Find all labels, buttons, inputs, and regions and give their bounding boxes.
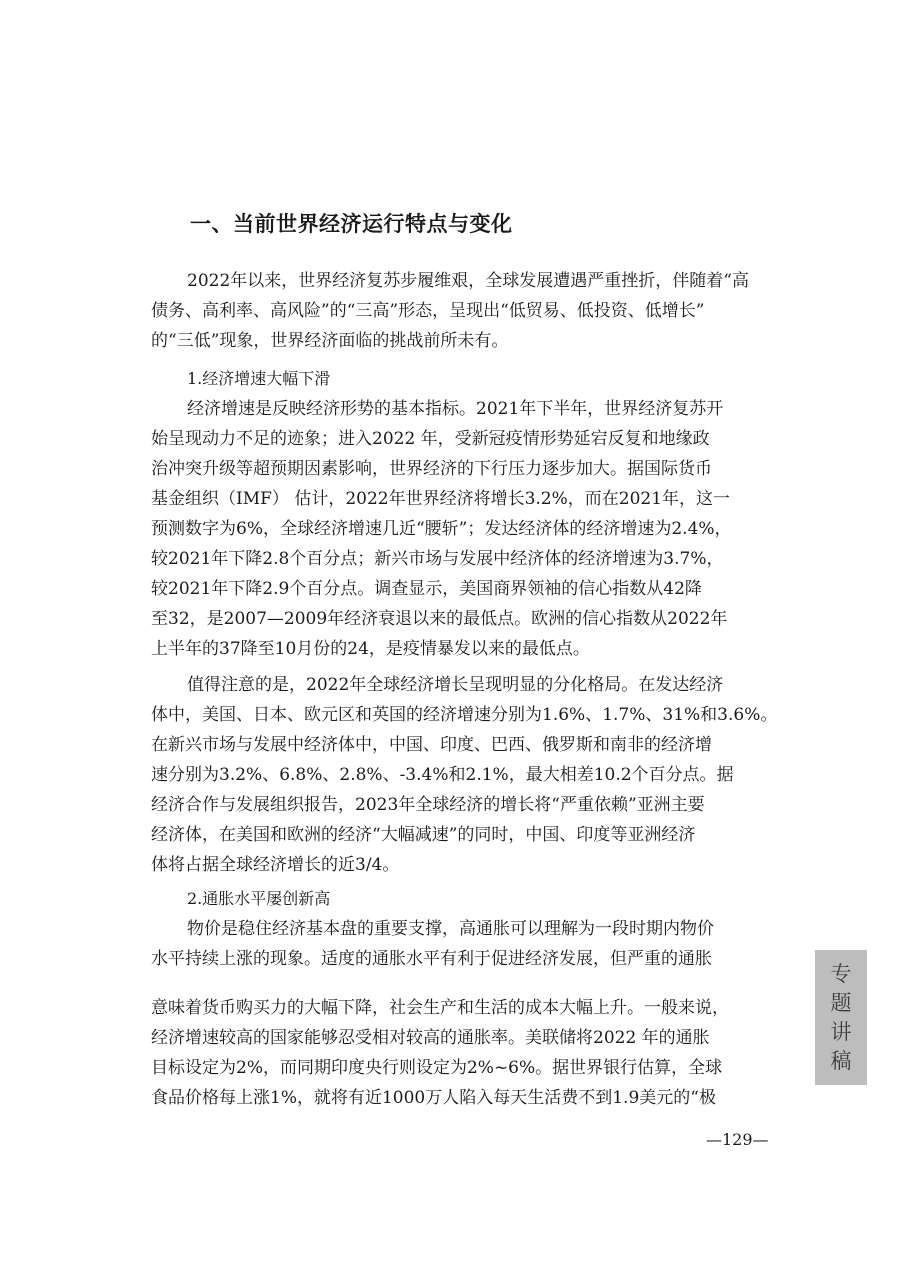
- intro-line: 的“三低”现象，世界经济面临的挑战前所未有。: [151, 331, 509, 351]
- paragraph-line: 基金组织（IMF） 估计，2022年世界经济将增长3.2%，而在2021年，这一: [151, 489, 731, 509]
- page-number: —129—: [706, 1130, 769, 1149]
- side-tab-char: 稿: [830, 1048, 852, 1073]
- paragraph-line: 经济体，在美国和欧洲的经济“大幅减速”的同时，中国、印度等亚洲经济: [151, 825, 696, 845]
- paragraph-line: 治冲突升级等超预期因素影响，世界经济的下行压力逐步加大。据国际货币: [151, 459, 712, 479]
- paragraph-line: 食品价格每上涨1%，就将有近1000万人陷入每天生活费不到1.9美元的“极: [151, 1088, 716, 1108]
- subsection-title: 2.通胀水平屡创新高: [187, 889, 331, 908]
- paragraph-line: 较2021年下降2.9个百分点。调查显示，美国商界领袖的信心指数从42降: [151, 579, 702, 599]
- section2-paragraph2: [151, 993, 771, 1113]
- section2: [151, 884, 771, 974]
- intro-line: 债务、高利率、高风险”的“三高”形态，呈现出“低贸易、低投资、低增长”: [151, 301, 705, 321]
- section-heading: 一、当前世界经济运行特点与变化: [190, 212, 513, 236]
- subsection-title: 1.经济增速大幅下滑: [187, 369, 331, 388]
- paragraph-line: 预测数字为6%，全球经济增速几近“腰斩”；发达经济体的经济增速为2.4%，: [151, 519, 732, 539]
- section1: [151, 364, 771, 664]
- paragraph-line: 目标设定为2%，而同期印度央行则设定为2%~6%。据世界银行估算，全球: [151, 1058, 723, 1078]
- paragraph-line: 意味着货币购买力的大幅下降，社会生产和生活的成本大幅上升。一般来说，: [151, 998, 729, 1018]
- side-tab-char: 题: [830, 990, 852, 1015]
- paragraph-line: 速分别为3.2%、6.8%、2.8%、-3.4%和2.1%，最大相差10.2个百分点。据: [151, 765, 734, 785]
- paragraph-line: 在新兴市场与发展中经济体中，中国、印度、巴西、俄罗斯和南非的经济增: [151, 735, 712, 755]
- side-tab-char: 讲: [830, 1019, 852, 1044]
- section1-paragraph2: [151, 670, 778, 880]
- paragraph-line: 经济增速较高的国家能够忍受相对较高的通胀率。美联储将2022 年的通胀: [151, 1028, 710, 1048]
- paragraph-line: 始呈现动力不足的迹象；进入2022 年，受新冠疫情形势延宕反复和地缘政: [151, 429, 710, 449]
- paragraph-line: 体将占据全球经济增长的近3/4。: [151, 855, 400, 875]
- paragraph-line: 水平持续上涨的现象。适度的通胀水平有利于促进经济发展，但严重的通胀: [151, 949, 712, 969]
- paragraph-line: 体中，美国、日本、欧元区和英国的经济增速分别为1.6%、1.7%、31%和3.6%。: [151, 705, 778, 725]
- intro-paragraph: [151, 266, 771, 356]
- paragraph-line: 经济合作与发展组织报告，2023年全球经济的增长将“严重依赖”亚洲主要: [151, 795, 705, 815]
- intro-line: 2022年以来，世界经济复苏步履维艰，全球发展遭遇严重挫折，伴随着“高: [187, 271, 749, 291]
- paragraph-line: 经济增速是反映经济形势的基本指标。2021年下半年，世界经济复苏开: [187, 399, 724, 419]
- paragraph-line: 值得注意的是，2022年全球经济增长呈现明显的分化格局。在发达经济: [187, 675, 724, 695]
- side-tab-char: 专: [830, 961, 852, 986]
- paragraph-line: 较2021年下降2.8个百分点；新兴市场与发展中经济体的经济增速为3.7%，: [151, 549, 724, 569]
- paragraph-line: 上半年的37降至10月份的24，是疫情暴发以来的最低点。: [151, 639, 590, 659]
- paragraph-line: 至32，是2007—2009年经济衰退以来的最低点。欧洲的信心指数从2022年: [151, 609, 728, 629]
- side-section-tab: [815, 950, 867, 1085]
- paragraph-line: 物价是稳住经济基本盘的重要支撑，高通胀可以理解为一段时期内物价: [187, 919, 714, 939]
